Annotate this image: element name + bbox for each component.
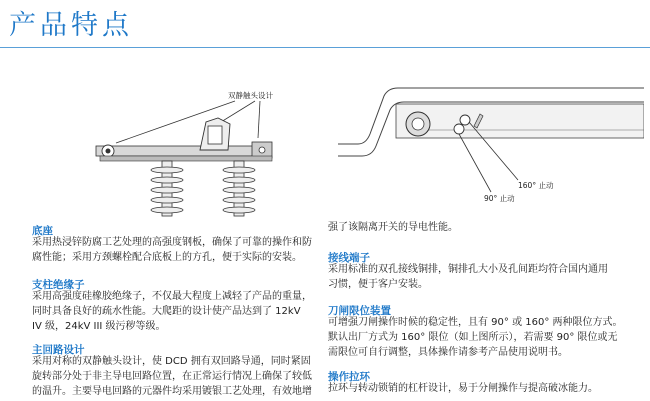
insulator-left — [151, 161, 183, 216]
double-contact-label: 双静触头设计 — [228, 91, 273, 100]
section-body-ring: 拉环与转动锁销的杠杆设计，易于分闸操作与提高破冰能力。 — [328, 383, 598, 394]
section-title-ring: 操作拉环 — [328, 371, 370, 383]
insulator-right — [223, 161, 255, 216]
stop-device-illustration — [338, 84, 644, 210]
channel-body — [396, 104, 644, 138]
base-plate — [100, 156, 272, 161]
circuit-continuation: 强了该隔离开关的导电性能。 — [328, 222, 458, 233]
label-160: 160° 止动 — [518, 181, 554, 190]
section-body-terminal: 采用标准的双孔接线铜排，铜排孔大小及孔间距均符合国内通用 习惯，便于客户安装。 — [328, 264, 608, 290]
switch-blade — [96, 146, 266, 156]
callout-line-right — [258, 101, 260, 138]
section-body-base: 采用热浸锌防腐工艺处理的高强度钢板，确保了可靠的操作和防 腐性能；采用方颈螺栓配合底板上的方孔，便于实际的安装。 — [32, 237, 312, 263]
section-body-insulator: 采用高强度硅橡胶绝缘子，不仅最大程度上减轻了产品的重量， 同时具备良好的疏水性能。大爬距的设计使产品达到了 12kV IV 级，24kV III 级污秽等级。 — [32, 291, 312, 332]
switch-illustration — [80, 78, 320, 220]
section-title-insulator: 支柱绝缘子 — [32, 279, 85, 291]
stop-pin-160 — [460, 115, 470, 125]
title-divider — [0, 47, 650, 48]
section-body-stop: 可增强刀闸操作时候的稳定性，且有 90° 或 160° 两种限位方式。 默认出厂方式为 160° 限位（如上图所示），若需要 90° 限位或无 需限位可自行调整，具体操作请参考产品使用说明书。 — [328, 317, 623, 358]
label-90: 90° 止动 — [484, 194, 515, 203]
page-title: 产品特点 — [9, 10, 133, 41]
section-title-terminal: 接线端子 — [328, 252, 370, 264]
section-title-stop: 刀闸限位装置 — [328, 305, 391, 317]
section-title-circuit: 主回路设计 — [32, 344, 85, 356]
section-title-base: 底座 — [32, 225, 53, 237]
stop-pin-90 — [454, 124, 464, 134]
section-body-circuit: 采用对称的双静触头设计，使 DCD 拥有双回路导通，同时紧固 旋转部分处于非主导电回路位置，在正常运行情况上确保了较低 的温升。主要导电回路的元器件均采用镀银工艺处理，有效地增 — [32, 356, 312, 397]
